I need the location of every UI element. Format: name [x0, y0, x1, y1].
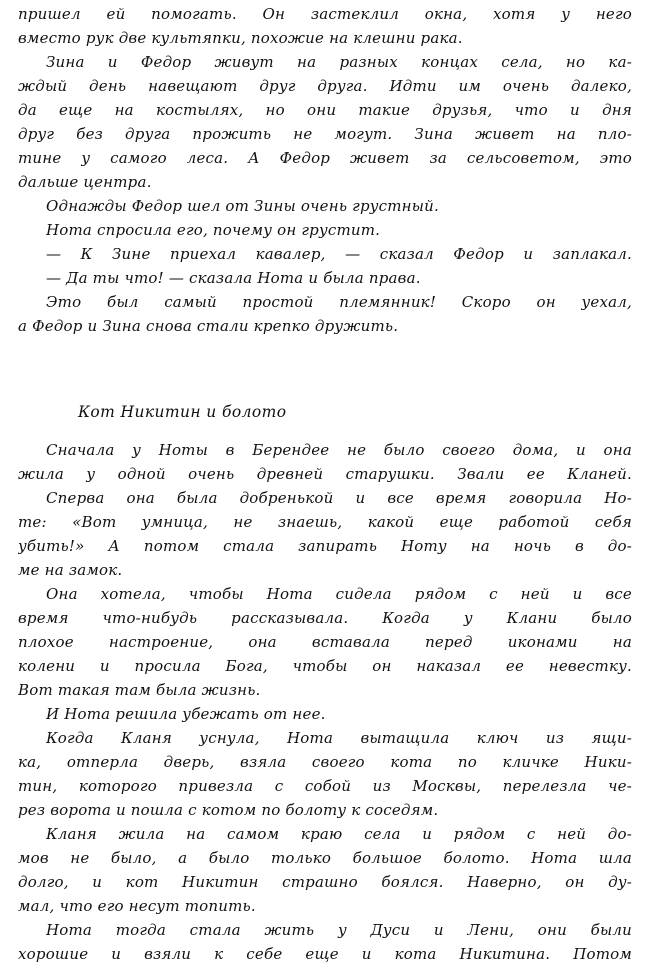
text-line: а Федор и Зина снова стали крепко дружить. — [18, 317, 399, 335]
text-line: Вот такая там была жизнь. — [18, 681, 261, 699]
text-line: колени и просила Бога, чтобы он наказал ее невестку. — [18, 657, 632, 675]
text-line: рез ворота и пошла с котом по болоту к соседям. — [18, 801, 439, 819]
text-line: ждый день навещают друг друга. Идти им очень далеко, — [18, 77, 632, 95]
text-line: И Нота решила убежать от нее. — [46, 705, 326, 723]
text-line: мал, что его несут топить. — [18, 897, 256, 915]
text-line: убить!» А потом стала запирать Ноту на ночь в до- — [18, 537, 632, 555]
text-line: долго, и кот Никитин страшно боялся. Наверно, он ду- — [18, 873, 632, 891]
text-line: Сначала у Ноты в Берендее не было своего дома, и она — [46, 441, 632, 459]
text-line: мов не было, а было только большое болото. Нота шла — [18, 849, 632, 867]
text-line: тин, которого привезла с собой из Москвы, перелезла че- — [18, 777, 632, 795]
text-line: ме на замок. — [18, 561, 123, 579]
text-line: тине у самого леса. А Федор живет за сельсоветом, это — [18, 149, 632, 167]
text-line: хорошие и взяли к себе еще и кота Никитина. Потом — [18, 945, 632, 963]
text-line: друг без друга прожить не могут. Зина живет на пло- — [18, 125, 632, 143]
text-line: Зина и Федор живут на разных концах села, но ка- — [46, 53, 632, 71]
text-line: Это был самый простой племянник! Скоро он уехал, — [46, 293, 632, 311]
text-line: пришел ей помогать. Он застеклил окна, хотя у него — [18, 5, 632, 23]
text-line: дальше центра. — [18, 173, 152, 191]
text-line: Кланя жила на самом краю села и рядом с ней до- — [46, 825, 632, 843]
text-line: Нота спросила его, почему он грустит. — [46, 221, 381, 239]
text-line: да еще на костылях, но они такие друзья, что и дня — [18, 101, 632, 119]
text-line: время что-нибудь рассказывала. Когда у Клани было — [18, 609, 632, 627]
text-line: вместо рук две культяпки, похожие на клешни рака. — [18, 29, 463, 47]
text-line: Нота тогда стала жить у Дуси и Лени, они были — [46, 921, 632, 939]
text-line: — К Зине приехал кавалер, — сказал Федор и заплакал. — [46, 245, 632, 263]
text-line: жила у одной очень древней старушки. Звали ее Кланей. — [18, 465, 632, 483]
text-line: — Да ты что! — сказала Нота и была права. — [46, 269, 421, 287]
text-line: Когда Кланя уснула, Нота вытащила ключ из ящи- — [46, 729, 632, 747]
text-line: Сперва она была добренькой и все время говорила Но- — [46, 489, 632, 507]
text-line: Однажды Федор шел от Зины очень грустный. — [46, 197, 439, 215]
text-line: Она хотела, чтобы Нота сидела рядом с ней и все — [46, 585, 632, 603]
chapter-heading: Кот Никитин и болото — [78, 403, 287, 421]
text-line: те: «Вот умница, не знаешь, какой еще работой себя — [18, 513, 632, 531]
text-line: ка, отперла дверь, взяла своего кота по кличке Ники- — [18, 753, 632, 771]
text-line: плохое настроение, она вставала перед иконами на — [18, 633, 632, 651]
